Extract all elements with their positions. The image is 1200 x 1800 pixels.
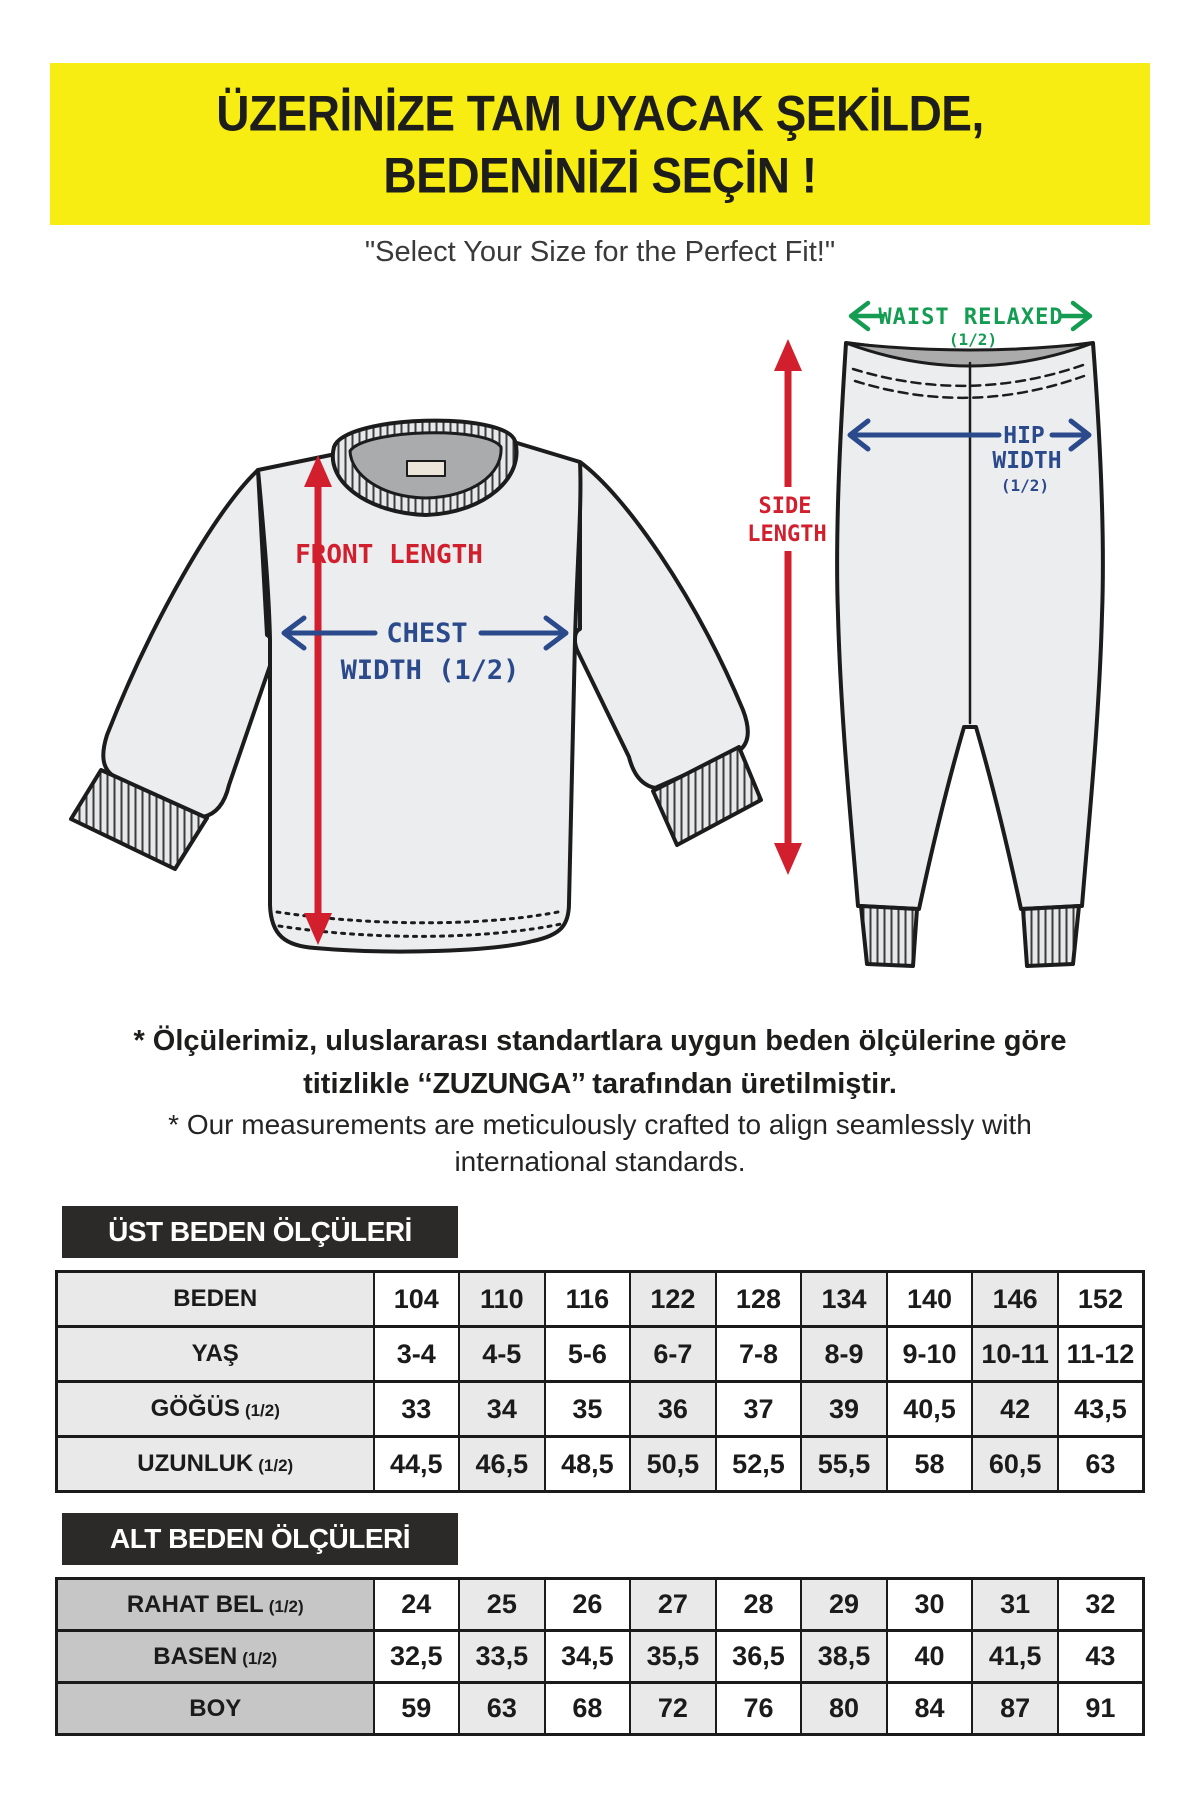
size-value-cell: 110 bbox=[459, 1272, 545, 1327]
size-value-cell: 28 bbox=[716, 1579, 802, 1631]
size-value-cell: 9-10 bbox=[887, 1327, 973, 1382]
note-en-line1: * Our measurements are meticulously crafted to align seamlessly with bbox=[168, 1109, 1032, 1140]
left-leg-cuff bbox=[861, 906, 917, 966]
sweatshirt-drawing bbox=[71, 421, 761, 952]
size-value-cell: 33 bbox=[374, 1382, 460, 1437]
note-tr-line1: * Ölçülerimiz, uluslararası standartlara uygun beden ölçülerine göre bbox=[133, 1025, 1067, 1057]
size-value-cell: 128 bbox=[716, 1272, 802, 1327]
size-value-cell: 40 bbox=[887, 1631, 973, 1683]
hip-width-label: WIDTH bbox=[992, 448, 1062, 474]
size-value-cell: 31 bbox=[972, 1579, 1058, 1631]
chest-label: CHEST bbox=[386, 618, 468, 649]
note-tr-line2-post: ’’ tarafından üretilmiştir. bbox=[570, 1068, 897, 1100]
row-label: BOY bbox=[57, 1683, 374, 1735]
row-label: BEDEN bbox=[57, 1272, 374, 1327]
size-value-cell: 38,5 bbox=[801, 1631, 887, 1683]
size-value-cell: 48,5 bbox=[545, 1437, 631, 1492]
lower-size-table-header: ALT BEDEN ÖLÇÜLERİ bbox=[62, 1513, 458, 1565]
size-value-cell: 11-12 bbox=[1058, 1327, 1144, 1382]
size-value-cell: 46,5 bbox=[459, 1437, 545, 1492]
size-value-cell: 63 bbox=[459, 1683, 545, 1735]
size-value-cell: 37 bbox=[716, 1382, 802, 1437]
size-value-cell: 104 bbox=[374, 1272, 460, 1327]
banner-title-line2: BEDENİNİZİ SEÇİN ! bbox=[383, 146, 817, 204]
size-row bbox=[57, 1437, 1144, 1492]
size-value-cell: 84 bbox=[887, 1683, 973, 1735]
size-value-cell: 122 bbox=[630, 1272, 716, 1327]
size-value-cell: 72 bbox=[630, 1683, 716, 1735]
upper-size-table bbox=[55, 1270, 1145, 1493]
size-value-cell: 35 bbox=[545, 1382, 631, 1437]
size-value-cell: 33,5 bbox=[459, 1631, 545, 1683]
size-value-cell: 63 bbox=[1058, 1437, 1144, 1492]
row-label: GÖĞÜS (1/2) bbox=[57, 1382, 374, 1437]
size-value-cell: 43,5 bbox=[1058, 1382, 1144, 1437]
size-value-cell: 80 bbox=[801, 1683, 887, 1735]
subtitle: "Select Your Size for the Perfect Fit!" bbox=[364, 236, 836, 268]
size-value-cell: 34 bbox=[459, 1382, 545, 1437]
upper-size-table-header: ÜST BEDEN ÖLÇÜLERİ bbox=[62, 1206, 458, 1258]
size-value-cell: 50,5 bbox=[630, 1437, 716, 1492]
size-value-cell: 87 bbox=[972, 1683, 1058, 1735]
size-value-cell: 91 bbox=[1058, 1683, 1144, 1735]
size-value-cell: 4-5 bbox=[459, 1327, 545, 1382]
size-value-cell: 116 bbox=[545, 1272, 631, 1327]
neck-label-tag bbox=[407, 461, 445, 476]
front-length-label: FRONT LENGTH bbox=[295, 540, 483, 570]
size-row bbox=[57, 1579, 1144, 1631]
side-length-arrow bbox=[774, 339, 802, 875]
size-value-cell: 29 bbox=[801, 1579, 887, 1631]
waist-relaxed-label: WAIST RELAXED bbox=[878, 305, 1064, 330]
left-sleeve bbox=[103, 470, 273, 817]
size-value-cell: 26 bbox=[545, 1579, 631, 1631]
banner bbox=[50, 63, 1150, 225]
lower-size-table bbox=[55, 1577, 1145, 1736]
size-value-cell: 40,5 bbox=[887, 1382, 973, 1437]
size-value-cell: 134 bbox=[801, 1272, 887, 1327]
size-value-cell: 6-7 bbox=[630, 1327, 716, 1382]
size-row bbox=[57, 1683, 1144, 1735]
row-label: UZUNLUK (1/2) bbox=[57, 1437, 374, 1492]
size-value-cell: 41,5 bbox=[972, 1631, 1058, 1683]
note-tr-line2-pre: titizlikle ‘‘ bbox=[303, 1068, 433, 1100]
size-value-cell: 44,5 bbox=[374, 1437, 460, 1492]
side-length-label-line1: SIDE bbox=[758, 494, 812, 519]
row-label: RAHAT BEL (1/2) bbox=[57, 1579, 374, 1631]
size-value-cell: 30 bbox=[887, 1579, 973, 1631]
size-value-cell: 34,5 bbox=[545, 1631, 631, 1683]
size-value-cell: 68 bbox=[545, 1683, 631, 1735]
size-value-cell: 24 bbox=[374, 1579, 460, 1631]
size-row bbox=[57, 1327, 1144, 1382]
size-value-cell: 152 bbox=[1058, 1272, 1144, 1327]
size-value-cell: 36 bbox=[630, 1382, 716, 1437]
note-en-line2: international standards. bbox=[454, 1146, 746, 1177]
size-value-cell: 36,5 bbox=[716, 1631, 802, 1683]
hip-half-label: (1/2) bbox=[1000, 476, 1050, 495]
brand-name: ZUZUNGA bbox=[432, 1068, 571, 1100]
size-value-cell: 43 bbox=[1058, 1631, 1144, 1683]
size-value-cell: 55,5 bbox=[801, 1437, 887, 1492]
waist-half-label: (1/2) bbox=[948, 330, 998, 349]
right-sleeve bbox=[575, 462, 748, 788]
size-row bbox=[57, 1631, 1144, 1683]
size-row bbox=[57, 1382, 1144, 1437]
size-value-cell: 146 bbox=[972, 1272, 1058, 1327]
size-value-cell: 58 bbox=[887, 1437, 973, 1492]
size-value-cell: 59 bbox=[374, 1683, 460, 1735]
row-label: BASEN (1/2) bbox=[57, 1631, 374, 1683]
size-value-cell: 42 bbox=[972, 1382, 1058, 1437]
size-value-cell: 52,5 bbox=[716, 1437, 802, 1492]
size-value-cell: 7-8 bbox=[716, 1327, 802, 1382]
size-value-cell: 3-4 bbox=[374, 1327, 460, 1382]
size-value-cell: 25 bbox=[459, 1579, 545, 1631]
size-value-cell: 27 bbox=[630, 1579, 716, 1631]
size-value-cell: 140 bbox=[887, 1272, 973, 1327]
side-length-label-line2: LENGTH bbox=[747, 522, 827, 547]
size-value-cell: 39 bbox=[801, 1382, 887, 1437]
row-label: YAŞ bbox=[57, 1327, 374, 1382]
size-value-cell: 5-6 bbox=[545, 1327, 631, 1382]
size-value-cell: 60,5 bbox=[972, 1437, 1058, 1492]
size-row bbox=[57, 1272, 1144, 1327]
size-value-cell: 76 bbox=[716, 1683, 802, 1735]
banner-title-line1: ÜZERİNİZE TAM UYACAK ŞEKİLDE, bbox=[216, 84, 984, 142]
notes-block bbox=[0, 1020, 1200, 1180]
hip-label: HIP bbox=[1003, 423, 1045, 449]
chest-width-half-label: WIDTH (1/2) bbox=[340, 655, 520, 686]
size-value-cell: 35,5 bbox=[630, 1631, 716, 1683]
note-tr-line2 bbox=[0, 1063, 1200, 1106]
size-value-cell: 32 bbox=[1058, 1579, 1144, 1631]
size-value-cell: 32,5 bbox=[374, 1631, 460, 1683]
size-value-cell: 10-11 bbox=[972, 1327, 1058, 1382]
measurement-diagram bbox=[55, 265, 1155, 1025]
right-leg-cuff bbox=[1023, 906, 1079, 966]
size-value-cell: 8-9 bbox=[801, 1327, 887, 1382]
